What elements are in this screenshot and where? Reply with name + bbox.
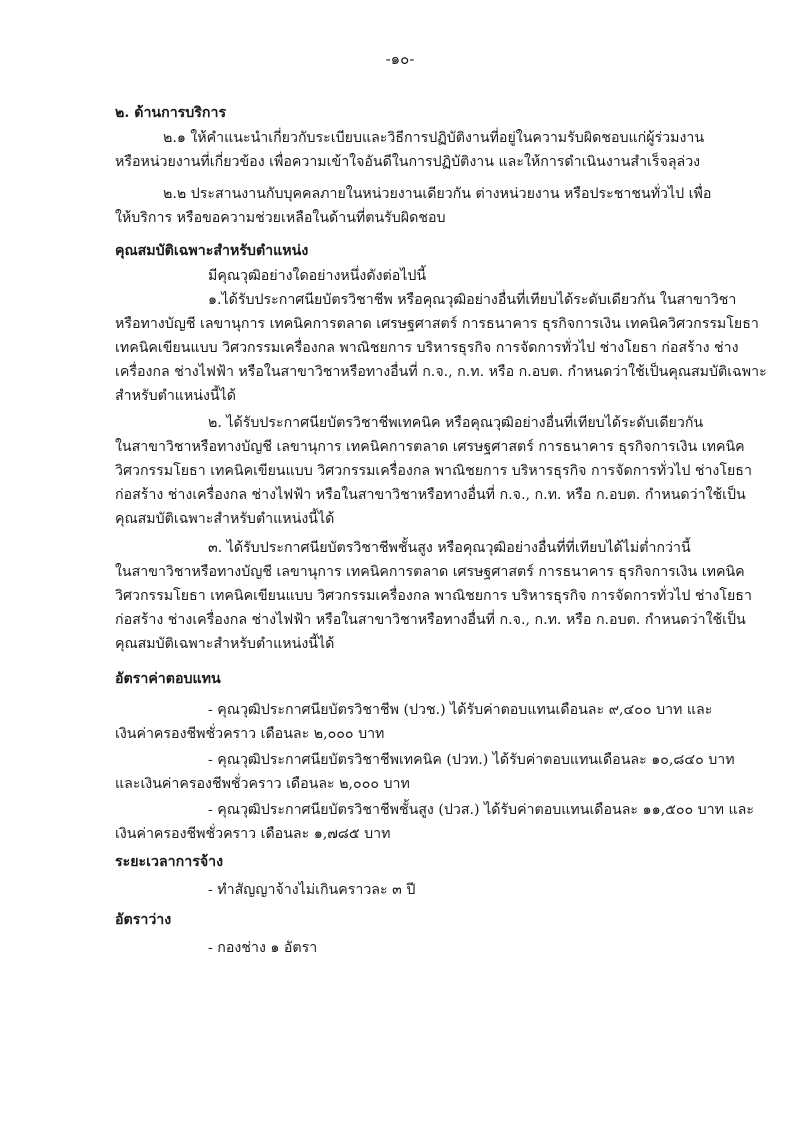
compensation-3-line2: เงินค่าครองชีพชั่วคราว เดือนละ ๑,๗๘๕ บาท: [115, 826, 391, 842]
qualifications-heading: คุณสมบัติเฉพาะสำหรับตำแหน่ง: [115, 243, 309, 259]
qualification-1-line5: สำหรับตำแหน่งนี้ได้: [115, 388, 236, 404]
service-heading: ๒. ด้านการบริการ: [115, 105, 227, 121]
qualification-1-line1: ๑.ได้รับประกาศนียบัตรวิชาชีพ หรือคุณวุฒิอย่างอื่นที่เทียบได้ระดับเดียวกัน ในสาขาวิชา: [208, 292, 737, 308]
service-item2-line1: ๒.๒ ประสานงานกับบุคคลภายในหน่วยงานเดียวกัน ต่างหน่วยงาน หรือประชาชนทั่วไป เพื่อ: [163, 186, 712, 202]
qualification-2-line3: วิศวกรรมโยธา เทคนิคเขียนแบบ วิศวกรรมเครื่องกล พาณิชยการ บริหารธุรกิจ การจัดการทั่วไป ช่างโยธา: [115, 463, 752, 479]
qualification-2-line1: ๒. ได้รับประกาศนียบัตรวิชาชีพเทคนิค หรือคุณวุฒิอย่างอื่นที่เทียบได้ระดับเดียวกัน: [208, 415, 704, 431]
duration-heading: ระยะเวลาการจ้าง: [115, 854, 224, 870]
service-item1-line2: หรือหน่วยงานที่เกี่ยวข้อง เพื่อความเข้าใจอันดีในการปฏิบัติงาน และให้การดำเนินงานสำเร็จลุล่วง: [115, 154, 701, 170]
qualification-3-line2: ในสาขาวิชาหรือทางบัญชี เลขานุการ เทคนิคการตลาด เศรษฐศาสตร์ การธนาคาร ธุรกิจการเงิน เทคนิค: [115, 564, 745, 580]
qualification-3-line4: ก่อสร้าง ช่างเครื่องกล ช่างไฟฟ้า หรือในสาขาวิชาหรือทางอื่นที่ ก.จ., ก.ท. หรือ ก.อบต. กำหนดว่าใช้เป็น: [115, 612, 746, 628]
compensation-heading: อัตราค่าตอบแทน: [115, 671, 221, 687]
compensation-1-line1: - คุณวุฒิประกาศนียบัตรวิชาชีพ (ปวช.) ได้รับค่าตอบแทนเดือนละ ๙,๔๐๐ บาท และ: [208, 702, 713, 718]
qualifications-intro: มีคุณวุฒิอย่างใดอย่างหนึ่งดังต่อไปนี้: [208, 268, 427, 284]
qualification-3-line3: วิศวกรรมโยธา เทคนิคเขียนแบบ วิศวกรรมเครื่องกล พาณิชยการ บริหารธุรกิจ การจัดการทั่วไป ช่างโยธา: [115, 588, 752, 604]
qualification-1-line3: เทคนิคเขียนแบบ วิศวกรรมเครื่องกล พาณิชยการ บริหารธุรกิจ การจัดการทั่วไป ช่างโยธา ก่อสร้าง ช่าง: [115, 340, 739, 356]
vacancies-text: - กองช่าง ๑ อัตรา: [208, 940, 318, 956]
service-item1-line1: ๒.๑ ให้คำแนะนำเกี่ยวกับระเบียบและวิธีการปฏิบัติงานที่อยู่ในความรับผิดชอบแก่ผู้ร่วมงาน: [163, 130, 705, 146]
compensation-3-line1: - คุณวุฒิประกาศนียบัตรวิชาชีพชั้นสูง (ปวส.) ได้รับค่าตอบแทนเดือนละ ๑๑,๕๐๐ บาท และ: [208, 802, 754, 818]
compensation-2-line1: - คุณวุฒิประกาศนียบัตรวิชาชีพเทคนิค (ปวท.) ได้รับค่าตอบแทนเดือนละ ๑๐,๘๔๐ บาท: [208, 752, 735, 768]
qualification-1-line4: เครื่องกล ช่างไฟฟ้า หรือในสาขาวิชาหรือทางอื่นที่ ก.จ., ก.ท. หรือ ก.อบต. กำหนดว่าใช้เป็นคุณสมบัติเฉพาะ: [115, 364, 767, 380]
qualification-1-line2: หรือทางบัญชี เลขานุการ เทคนิคการตลาด เศรษฐศาสตร์ การธนาคาร ธุรกิจการเงิน เทคนิควิศวกรรมโยธา: [115, 316, 759, 332]
qualification-2-line5: คุณสมบัติเฉพาะสำหรับตำแหน่งนี้ได้: [115, 511, 335, 527]
qualification-3-line5: คุณสมบัติเฉพาะสำหรับตำแหน่งนี้ได้: [115, 636, 335, 652]
qualification-2-line4: ก่อสร้าง ช่างเครื่องกล ช่างไฟฟ้า หรือในสาขาวิชาหรือทางอื่นที่ ก.จ., ก.ท. หรือ ก.อบต. กำหนดว่าใช้เป็น: [115, 487, 746, 503]
qualification-3-line1: ๓. ได้รับประกาศนียบัตรวิชาชีพชั้นสูง หรือคุณวุฒิอย่างอื่นที่ที่เทียบได้ไม่ต่ำกว่านี้: [208, 540, 691, 556]
vacancies-heading: อัตราว่าง: [115, 912, 172, 928]
service-item2-line2: ให้บริการ หรือขอความช่วยเหลือในด้านที่ตนรับผิดชอบ: [115, 210, 446, 226]
page-number: -๑๐-: [385, 50, 415, 68]
duration-text: - ทำสัญญาจ้างไม่เกินคราวละ ๓ ปี: [208, 882, 416, 898]
qualification-2-line2: ในสาขาวิชาหรือทางบัญชี เลขานุการ เทคนิคการตลาด เศรษฐศาสตร์ การธนาคาร ธุรกิจการเงิน เทคนิค: [115, 439, 745, 455]
compensation-2-line2: และเงินค่าครองชีพชั่วคราว เดือนละ ๒,๐๐๐ บาท: [115, 776, 410, 792]
compensation-1-line2: เงินค่าครองชีพชั่วคราว เดือนละ ๒,๐๐๐ บาท: [115, 726, 385, 742]
